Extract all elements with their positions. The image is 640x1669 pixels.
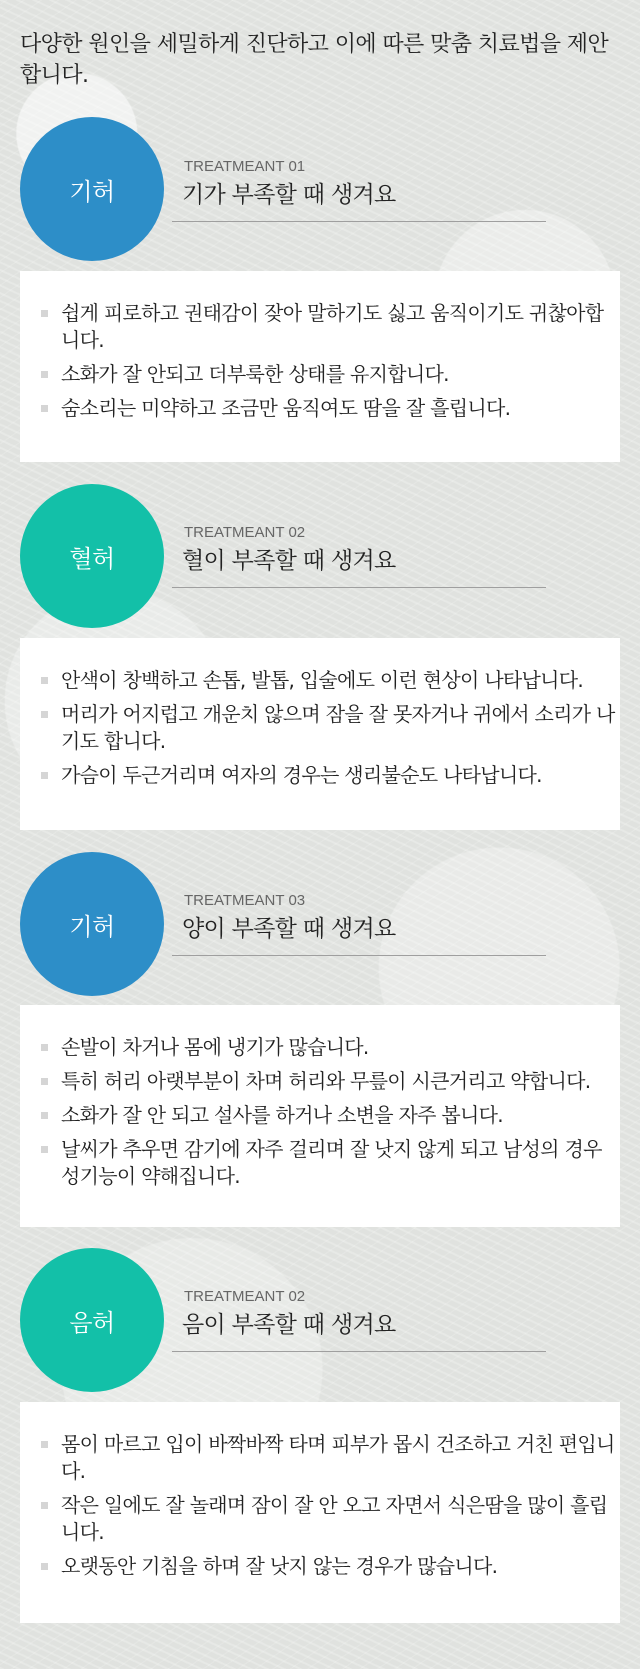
symptom-card-4 (20, 1402, 620, 1623)
treatment-badge-1 (20, 117, 164, 261)
treatment-number-label: TREATMEANT 03 (184, 892, 306, 909)
symptom-item (41, 1068, 640, 1095)
square-bullet-icon (41, 1078, 48, 1085)
symptom-item (41, 1431, 640, 1485)
treatment-badge-label: 기허 (69, 912, 115, 941)
square-bullet-icon (41, 1044, 48, 1051)
square-bullet-icon (41, 1502, 48, 1509)
treatment-badge-3 (20, 852, 164, 996)
symptom-text: 날씨가 추우면 감기에 자주 걸리며 잘 낫지 않게 되고 남성의 경우 성기능이 약해집니다. (61, 1137, 602, 1188)
treatment-title: 혈이 부족할 때 생겨요 (182, 548, 396, 574)
treatment-title: 양이 부족할 때 생겨요 (182, 916, 396, 942)
square-bullet-icon (41, 772, 48, 779)
symptom-item (41, 361, 640, 388)
square-bullet-icon (41, 711, 48, 718)
symptom-list (41, 300, 640, 422)
symptom-item (41, 300, 640, 354)
symptom-text: 소화가 잘 안되고 더부룩한 상태를 유지합니다. (61, 362, 449, 386)
symptom-item (41, 1034, 640, 1061)
symptom-card-1 (20, 271, 620, 462)
symptom-item (41, 1136, 640, 1190)
treatment-title: 음이 부족할 때 생겨요 (182, 1312, 396, 1338)
treatment-badge-4 (20, 1248, 164, 1392)
symptom-text: 소화가 잘 안 되고 설사를 하거나 소변을 자주 봅니다. (61, 1103, 503, 1127)
symptom-text: 쉽게 피로하고 권태감이 잦아 말하기도 싫고 움직이기도 귀찮아합니다. (61, 301, 604, 352)
square-bullet-icon (41, 310, 48, 317)
symptom-card-3 (20, 1005, 620, 1227)
symptom-text: 특히 허리 아랫부분이 차며 허리와 무릎이 시큰거리고 약합니다. (61, 1069, 591, 1093)
square-bullet-icon (41, 1563, 48, 1570)
treatment-badge-label: 혈허 (69, 544, 115, 573)
symptom-item (41, 395, 640, 422)
treatment-title: 기가 부족할 때 생겨요 (182, 182, 396, 208)
treatment-badge-label: 기허 (69, 177, 115, 206)
symptom-text: 머리가 어지럽고 개운치 않으며 잠을 잘 못자거나 귀에서 소리가 나기도 합니다. (61, 702, 615, 753)
treatment-header-4 (172, 1287, 546, 1352)
symptom-text: 숨소리는 미약하고 조금만 움직여도 땀을 잘 흘립니다. (61, 396, 511, 420)
treatment-badge-2 (20, 484, 164, 628)
intro-text: 다양한 원인을 세밀하게 진단하고 이에 따른 맞춤 치료법을 제안합니다. (20, 32, 609, 88)
symptom-item (41, 667, 640, 694)
square-bullet-icon (41, 1146, 48, 1153)
symptom-text: 작은 일에도 잘 놀래며 잠이 잘 안 오고 자면서 식은땀을 많이 흘립니다. (61, 1493, 608, 1544)
square-bullet-icon (41, 405, 48, 412)
symptom-text: 몸이 마르고 입이 바짝바짝 타며 피부가 몹시 건조하고 거친 편입니다. (61, 1432, 615, 1483)
symptom-text: 안색이 창백하고 손톱, 발톱, 입술에도 이런 현상이 나타납니다. (61, 668, 584, 692)
treatment-number-label: TREATMEANT 02 (184, 524, 306, 541)
symptom-text: 오랫동안 기침을 하며 잘 낫지 않는 경우가 많습니다. (61, 1554, 498, 1578)
symptom-item (41, 762, 640, 789)
treatment-number-label: TREATMEANT 02 (184, 1288, 306, 1305)
symptom-item (41, 1492, 640, 1546)
symptom-text: 가슴이 두근거리며 여자의 경우는 생리불순도 나타납니다. (61, 763, 542, 787)
square-bullet-icon (41, 1441, 48, 1448)
symptom-item (41, 1553, 640, 1580)
treatment-number-label: TREATMEANT 01 (184, 158, 306, 175)
square-bullet-icon (41, 1112, 48, 1119)
symptom-list (41, 1034, 640, 1190)
symptom-text: 손발이 차거나 몸에 냉기가 많습니다. (61, 1035, 369, 1059)
symptom-item (41, 1102, 640, 1129)
square-bullet-icon (41, 677, 48, 684)
symptom-list (41, 1431, 640, 1580)
treatment-badge-label: 음허 (69, 1308, 115, 1337)
symptom-list (41, 667, 640, 789)
symptom-item (41, 701, 640, 755)
treatment-header-3 (172, 891, 546, 956)
treatment-header-1 (172, 157, 546, 222)
treatment-header-2 (172, 523, 546, 588)
symptom-card-2 (20, 638, 620, 830)
square-bullet-icon (41, 371, 48, 378)
